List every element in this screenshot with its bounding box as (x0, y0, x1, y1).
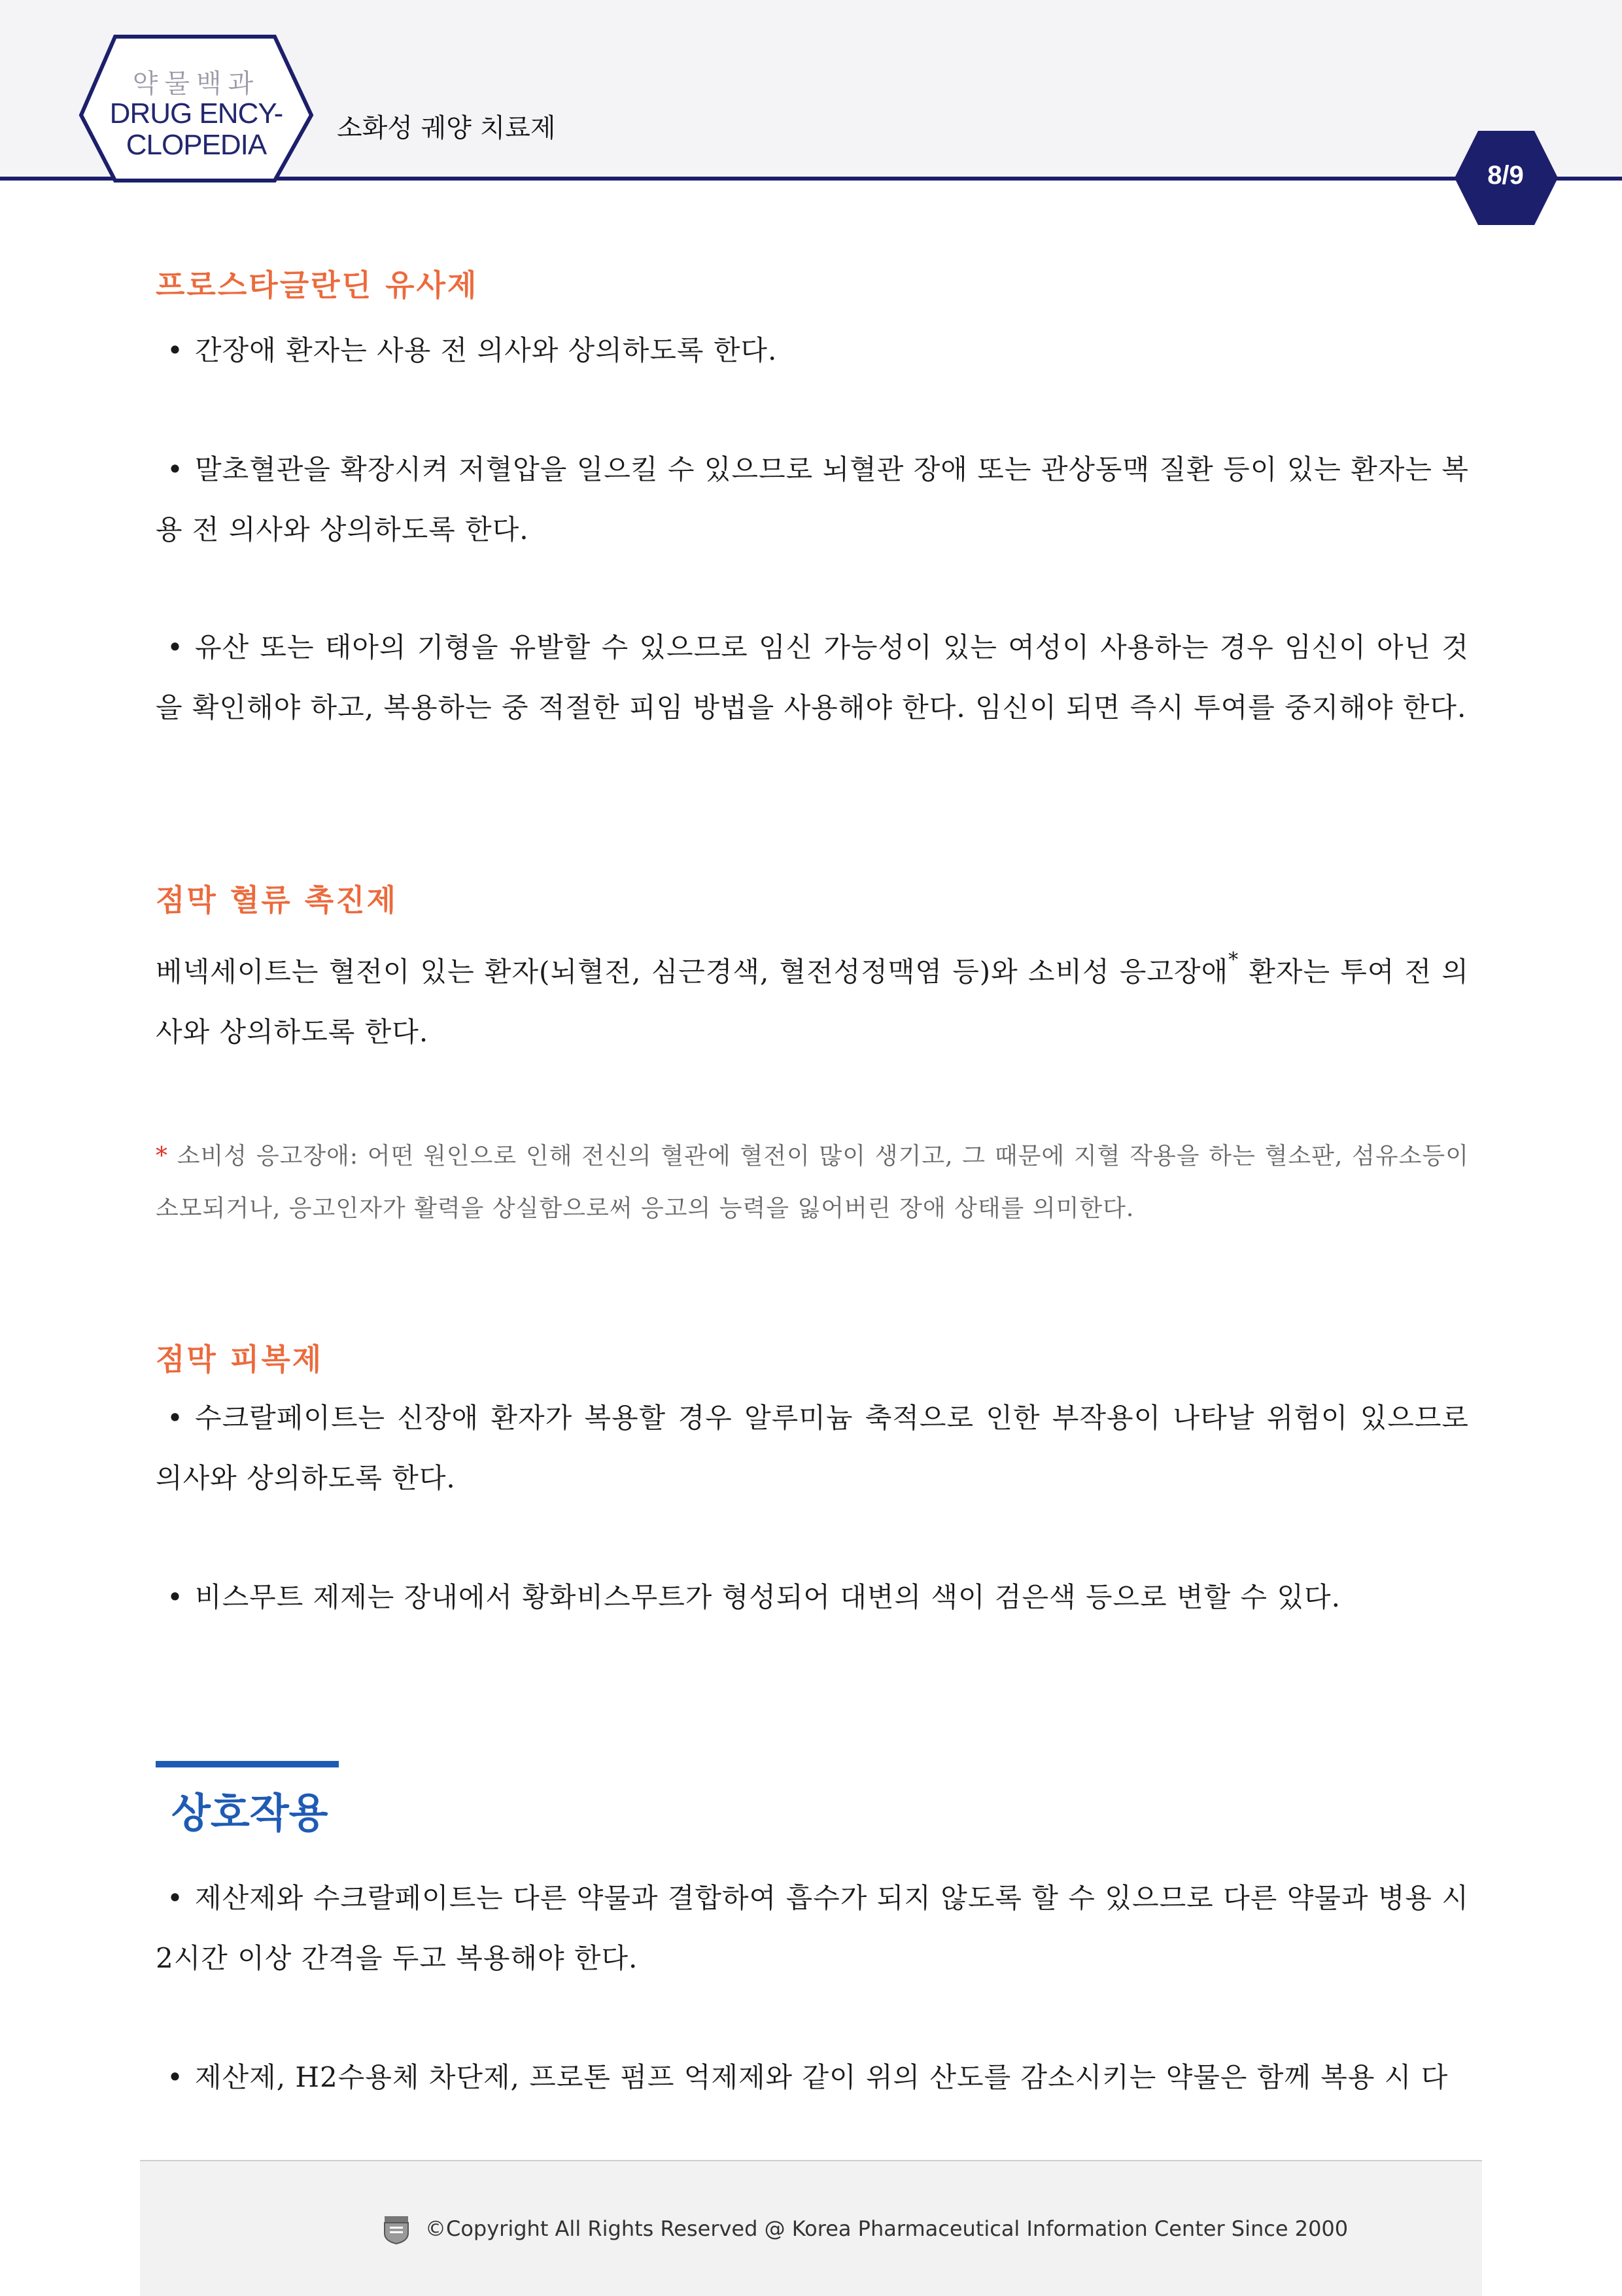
list-item (156, 321, 1469, 381)
logo-korean-text: 약물백과 (132, 69, 260, 99)
paragraph-text: 베넥세이트는 혈전이 있는 환자(뇌혈전, 심근경색, 혈전성정맥염 등)와 소비성 응고장애 (156, 956, 1229, 988)
bullet-symbol: • (167, 2061, 184, 2093)
footnote-marker: * (1228, 948, 1239, 971)
bullet-symbol: • (167, 1402, 184, 1434)
paragraph-text: 제산제, H2수용체 차단제, 프로톤 펌프 억제제와 같이 위의 산도를 감소시키는 약물은 함께 복용 시 다 (195, 2061, 1449, 2093)
page-indicator: 8/9 (1487, 161, 1524, 190)
list-item (156, 2047, 1469, 2108)
prostaglandin-section (156, 262, 1469, 305)
section-heading: 프로스타글란딘 유사제 (156, 268, 479, 303)
paragraph-text: 말초혈관을 확장시켜 저혈압을 일으킬 수 있으므로 뇌혈관 장애 또는 관상동맥 질환 등이 있는 환자는 복용 전 의사와 상의하도록 한다. (156, 453, 1469, 546)
list-item (156, 617, 1469, 738)
footnote-star: * (156, 1143, 168, 1170)
bullet-symbol: • (167, 1882, 184, 1914)
mucus-section (156, 877, 1469, 920)
document-title: 소화성 궤양 치료제 (337, 113, 556, 143)
section-heading: 점막 혈류 촉진제 (156, 882, 398, 918)
logo-english-line2: CLOPEDIA (126, 129, 267, 161)
paragraph-text: 비스무트 제제는 장내에서 황화비스무트가 형성되어 대변의 색이 검은색 등으로 변할 수 있다. (195, 1581, 1341, 1613)
coating-section (156, 1336, 1469, 1379)
bullet-symbol: • (167, 334, 184, 366)
paragraph-text: 간장애 환자는 사용 전 의사와 상의하도록 한다. (195, 334, 778, 366)
logo-english-text (85, 98, 307, 161)
footnote (156, 1130, 1469, 1235)
list-item (156, 1388, 1469, 1508)
section-divider-bar (156, 1761, 339, 1767)
paragraph-text: 제산제와 수크랄페이트는 다른 약물과 결합하여 흡수가 되지 않도록 할 수 있으므로 다른 약물과 병용 시 2시간 이상 간격을 두고 복용해야 한다. (156, 1882, 1469, 1974)
list-item (156, 1567, 1469, 1627)
paragraph (156, 935, 1469, 1062)
copyright-text: ©Copyright All Rights Reserved @ Korea Pharmaceutical Information Center Since 2000 (425, 2216, 1349, 2241)
list-item (156, 440, 1469, 560)
crest-icon (383, 2215, 409, 2245)
paragraph-text: 유산 또는 태아의 기형을 유발할 수 있으므로 임신 가능성이 있는 여성이 사용하는 경우 임신이 아닌 것을 확인해야 하고, 복용하는 중 적절한 피임 방법을 사용해야 한다. 임신이 되면 즉시 투여를 중지해야 한다. (156, 631, 1469, 723)
list-item (156, 1868, 1469, 1989)
logo-english-line1: DRUG ENCY- (109, 97, 283, 130)
section-heading: 점막 피복제 (156, 1342, 324, 1377)
bullet-symbol: • (167, 1581, 184, 1613)
section-title: 상호작용 (171, 1789, 328, 1837)
footnote-text: 소비성 응고장애: 어떤 원인으로 인해 전신의 혈관에 혈전이 많이 생기고, 그 때문에 지혈 작용을 하는 혈소판, 섬유소등이 소모되거나, 응고인자가 활력을 상실함으로써 응고의 능력을 잃어버린 장애 상태를 의미한다. (156, 1143, 1469, 1222)
bullet-symbol: • (167, 631, 184, 663)
bullet-symbol: • (167, 453, 184, 485)
paragraph-text: 수크랄페이트는 신장애 환자가 복용할 경우 알루미늄 축적으로 인한 부작용이 나타날 위험이 있으므로 의사와 상의하도록 한다. (156, 1402, 1469, 1494)
paragraph-text: 환자는 투여 전 의사와 상의하도록 한다. (156, 956, 1469, 1048)
